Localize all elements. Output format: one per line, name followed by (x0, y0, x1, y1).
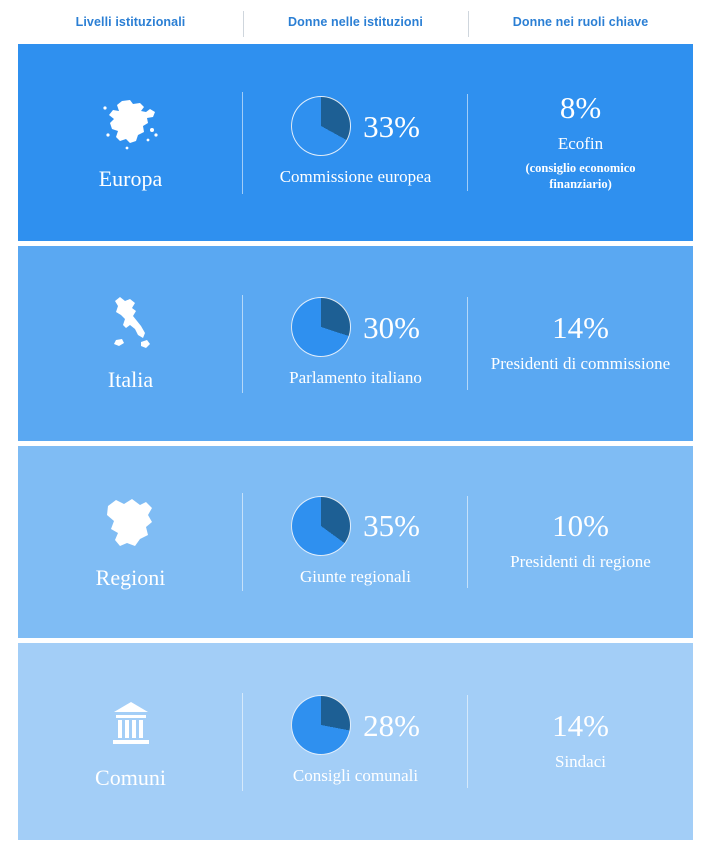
institution-percentage: 33% (363, 108, 420, 144)
region-label: Italia (107, 366, 154, 392)
europe-map-icon (100, 94, 162, 156)
institution-cell-europa (243, 96, 468, 188)
header-women-institutions: Donne nelle istituzioni (243, 15, 468, 29)
pie-chart-institution (291, 297, 351, 357)
institution-label: Consigli comunali (292, 766, 419, 786)
institution-cell-italia (243, 297, 468, 389)
column-headers (0, 0, 711, 44)
key-role-cell-europa (468, 92, 693, 192)
lazio-region-map-icon (102, 493, 160, 555)
region-cell-regioni (18, 493, 243, 591)
town-hall-building-icon (108, 693, 154, 755)
key-role-cell-comuni (468, 707, 693, 773)
region-label: Europa (98, 165, 163, 191)
region-cell-italia (18, 295, 243, 393)
institution-cell-comuni (243, 695, 468, 787)
institution-cell-regioni (243, 496, 468, 588)
key-role-percentage: 10% (552, 508, 609, 544)
institution-label: Commissione europea (279, 167, 432, 187)
key-role-label: Presidenti di commissione (490, 353, 671, 373)
table-row (18, 446, 693, 638)
key-role-label: Ecofin (557, 134, 604, 154)
key-role-percentage: 14% (552, 707, 609, 743)
institution-label: Giunte regionali (300, 566, 411, 586)
institution-percentage: 30% (363, 309, 420, 345)
region-cell-comuni (18, 693, 243, 791)
institution-label: Parlamento italiano (289, 368, 422, 388)
key-role-cell-regioni (468, 510, 693, 573)
key-role-percentage: 8% (559, 90, 602, 126)
header-levels: Livelli istituzionali (75, 15, 186, 29)
table-row (18, 246, 693, 441)
table-row (18, 44, 693, 241)
rows-container (18, 44, 693, 840)
key-role-sublabel: (consiglio economico finanziario) (525, 161, 636, 192)
italy-map-icon (108, 295, 154, 357)
key-role-label: Presidenti di regione (510, 552, 651, 572)
pie-chart-institution (291, 695, 351, 755)
pie-chart-institution (291, 96, 351, 156)
table-row (18, 643, 693, 840)
institution-percentage: 35% (363, 508, 420, 544)
pie-chart-institution (291, 496, 351, 556)
header-women-key-roles: Donne nei ruoli chiave (468, 15, 693, 29)
institution-percentage: 28% (363, 707, 420, 743)
key-role-percentage: 14% (552, 309, 609, 345)
region-cell-europa (18, 94, 243, 192)
key-role-label: Sindaci (555, 751, 606, 771)
key-role-cell-italia (468, 309, 693, 375)
region-label: Comuni (95, 764, 166, 790)
region-label: Regioni (95, 565, 166, 590)
